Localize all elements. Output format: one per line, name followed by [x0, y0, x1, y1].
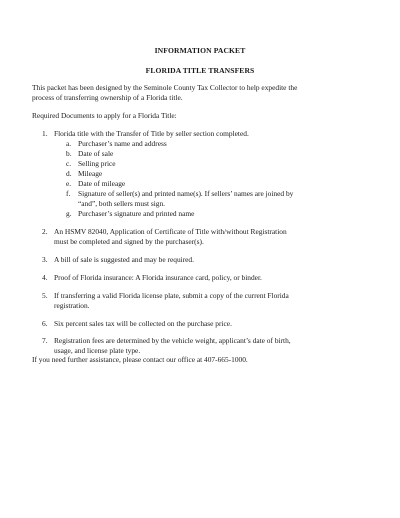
- subitem-letter: f.: [66, 189, 71, 198]
- subitem-text: Date of sale: [78, 149, 114, 158]
- subitem-letter: g.: [66, 209, 72, 218]
- subitem-text: Mileage: [78, 169, 103, 178]
- subitem-text: Selling price: [78, 159, 116, 168]
- item-number: 6.: [42, 319, 48, 328]
- subitem-letter: c.: [66, 159, 72, 168]
- intro-line: process of transferring ownership of a Florida title.: [32, 93, 183, 102]
- subitem-letter: b.: [66, 149, 72, 158]
- subitem-letter: d.: [66, 169, 72, 178]
- subitem-letter: a.: [66, 139, 72, 148]
- intro-line: This packet has been designed by the Seminole County Tax Collector to help expedite the: [32, 83, 298, 92]
- intro-paragraph: [32, 83, 297, 103]
- subitem-text: Purchaser’s name and address: [78, 139, 167, 148]
- item-text: A bill of sale is suggested and may be required.: [54, 255, 194, 264]
- item-text: Proof of Florida insurance: A Florida insurance card, policy, or binder.: [54, 273, 262, 282]
- item-text: Registration fees are determined by the vehicle weight, applicant’s date of birth,: [54, 336, 291, 345]
- footer-contact: If you need further assistance, please contact our office at 407-665-1000.: [32, 355, 248, 364]
- item-text: usage, and license plate type.: [54, 346, 141, 355]
- item-text: If transferring a valid Florida license plate, submit a copy of the current Florida: [54, 291, 289, 300]
- item-number: 7.: [42, 336, 48, 345]
- item-text: Six percent sales tax will be collected on the purchase price.: [54, 319, 232, 328]
- item-text: registration.: [54, 301, 90, 310]
- item-text: must be completed and signed by the purchaser(s).: [54, 237, 204, 246]
- item-number: 5.: [42, 291, 48, 300]
- item-number: 1.: [42, 129, 48, 138]
- item-number: 3.: [42, 255, 48, 264]
- item-text: Florida title with the Transfer of Title by seller section completed.: [54, 129, 249, 138]
- document-subtitle: FLORIDA TITLE TRANSFERS: [145, 66, 255, 75]
- item-text: An HSMV 82040, Application of Certificate of Title with/without Registration: [54, 227, 287, 236]
- document-title: INFORMATION PACKET: [154, 46, 246, 55]
- subitem-letter: e.: [66, 179, 72, 188]
- subitem-text: “and”, both sellers must sign.: [78, 199, 166, 208]
- subitem-text: Date of mileage: [78, 179, 126, 188]
- item-number: 2.: [42, 227, 48, 236]
- required-heading: Required Documents to apply for a Florida Title:: [32, 111, 177, 120]
- subitem-text: Signature of seller(s) and printed name(s). If sellers’ names are joined by: [78, 189, 294, 198]
- subitem-text: Purchaser’s signature and printed name: [78, 209, 195, 218]
- item-number: 4.: [42, 273, 48, 282]
